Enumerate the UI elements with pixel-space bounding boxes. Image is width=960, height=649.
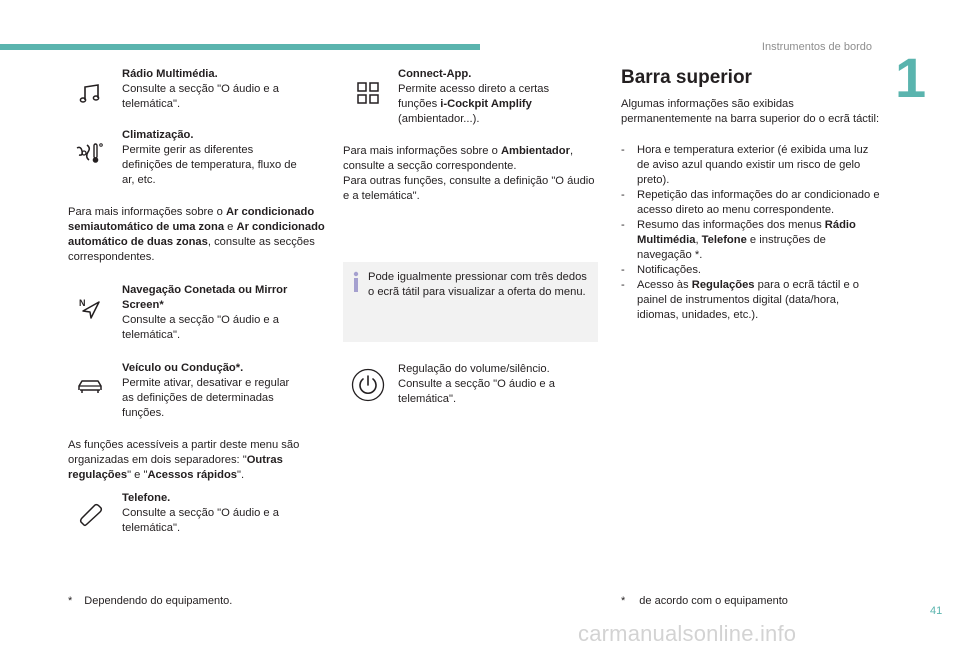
ambient-paragraph <box>343 144 603 204</box>
text-run: e instruções de navegação *. <box>637 234 826 261</box>
text-run: Para mais informações sobre o <box>68 206 226 218</box>
bold-run: Acessos rápidos <box>147 469 238 481</box>
climate-item <box>122 128 322 188</box>
climate-line3: ar, etc. <box>122 174 156 186</box>
bold-run: Regulações <box>691 279 755 291</box>
volume-line2: Consulte a secção "O áudio e a <box>398 378 555 390</box>
vehicle-item <box>122 361 322 421</box>
volume-line1: Regulação do volume/silêncio. <box>398 363 550 375</box>
climate-line2: definições de temperatura, fluxo de <box>122 159 297 171</box>
text-run: , <box>695 234 702 246</box>
climate-fan-temperature-icon <box>74 140 106 166</box>
navigation-title2: Screen* <box>122 299 164 311</box>
text-run: para o ecrã táctil e o painel de instrumentos digital (data/hora, idiomas, unidades, etc.). <box>637 279 860 321</box>
climate-title: Climatização. <box>122 129 194 141</box>
vehicle-line1: Permite ativar, desativar e regular <box>122 377 290 389</box>
info-box-text: Pode igualmente pressionar com três dedos o ecrã tátil para visualizar a oferta do menu. <box>368 271 587 298</box>
radio-item <box>122 67 322 112</box>
text-run: Acesso às <box>637 279 692 291</box>
phone-title: Telefone. <box>122 492 171 504</box>
connect-line1: Permite acesso direto a certas <box>398 83 550 95</box>
footnote-text: de acordo com o equipamento <box>639 595 788 607</box>
phone-item <box>122 491 322 536</box>
phone-line2: telemática". <box>122 522 181 534</box>
text-run: As funções acessíveis a partir deste menu são organizadas em dois separadores: " <box>68 439 300 466</box>
text-run: , consulte a secção correspondente. <box>343 145 574 172</box>
navigation-arrow-icon <box>77 296 103 322</box>
text-run: Resumo das informações dos menus <box>637 219 825 231</box>
svg-text:N: N <box>79 298 86 308</box>
barra-intro: Algumas informações são exibidas permanentemente na barra superior do o ecrã táctil: <box>621 98 880 125</box>
bullet-item <box>621 218 883 263</box>
bold-run: Ar condicionado semiautomático de uma zona <box>68 206 315 233</box>
navigation-item <box>122 283 322 343</box>
connect-line2 <box>398 97 598 112</box>
text-run: ". <box>237 469 245 481</box>
vehicle-title: Veículo ou Condução*. <box>122 362 244 374</box>
apps-grid-icon <box>355 80 381 106</box>
radio-line2: telemática". <box>122 98 181 110</box>
bold-run: Ambientador <box>500 145 570 157</box>
climate-paragraph <box>68 205 328 265</box>
music-note-icon <box>77 80 103 106</box>
footnote-text: Dependendo do equipamento. <box>84 595 233 607</box>
volume-item <box>398 362 598 407</box>
vehicle-line2: as definições de determinadas <box>122 392 274 404</box>
info-icon <box>351 271 361 293</box>
footnote-left <box>68 594 328 609</box>
footnote-star: * <box>68 595 73 607</box>
phone-handset-icon <box>78 502 104 528</box>
phone-line1: Consulte a secção "O áudio e a <box>122 507 279 519</box>
volume-line3: telemática". <box>398 393 457 405</box>
bold-run: Telefone <box>701 234 747 246</box>
navigation-line1: Consulte a secção "O áudio e a <box>122 314 279 326</box>
text-run: Para outras funções, consulte a definição "O áudio e a telemática". <box>343 175 595 202</box>
text-run: e <box>224 221 237 233</box>
text-run: Notificações. <box>637 264 702 276</box>
vehicle-line3: funções. <box>122 407 165 419</box>
bullet-item <box>621 143 883 188</box>
power-button-icon <box>351 368 385 402</box>
bold-run: Outras regulações <box>68 454 283 481</box>
car-icon <box>76 373 104 399</box>
watermark-link[interactable]: carmanualsonline.info <box>578 621 797 646</box>
text-run: Repetição das informações do ar condicionado e acesso direto ao menu correspondente. <box>637 189 880 216</box>
menu-paragraph <box>68 438 326 483</box>
chapter-number: 1 <box>895 46 927 109</box>
bold-run: i-Cockpit Amplify <box>440 98 532 110</box>
footnote-star: * <box>621 595 626 607</box>
bullet-item <box>621 278 883 323</box>
text-run: , consulte as secções correspondentes. <box>68 236 315 263</box>
bold-run: Ar condicionado automático de duas zonas <box>68 221 325 248</box>
navigation-title1: Navegação Conetada ou Mirror <box>122 284 288 296</box>
bold-run: Rádio Multimédia <box>637 219 856 246</box>
text-run: " e " <box>127 469 148 481</box>
bullet-item <box>621 263 883 278</box>
bullet-item <box>621 188 883 218</box>
radio-line1: Consulte a secção "O áudio e a <box>122 83 279 95</box>
text-run: funções <box>398 98 441 110</box>
climate-line1: Permite gerir as diferentes <box>122 144 254 156</box>
navigation-line2: telemática". <box>122 329 181 341</box>
text-run: Para mais informações sobre o <box>343 145 501 157</box>
barra-bullet-list <box>621 143 883 323</box>
connect-item <box>398 67 598 127</box>
barra-superior-heading: Barra superior <box>621 67 752 88</box>
radio-title: Rádio Multimédia. <box>122 68 218 80</box>
connect-title: Connect-App. <box>398 68 472 80</box>
footnote-right <box>621 594 883 609</box>
section-title: Instrumentos de bordo <box>761 41 872 53</box>
text-run: Hora e temperatura exterior (é exibida uma luz de aviso azul quando existir um risco de gelo preto). <box>637 144 869 186</box>
connect-line3: (ambientador...). <box>398 113 480 125</box>
page-number: 41 <box>930 605 943 617</box>
top-accent-bar <box>0 44 480 50</box>
